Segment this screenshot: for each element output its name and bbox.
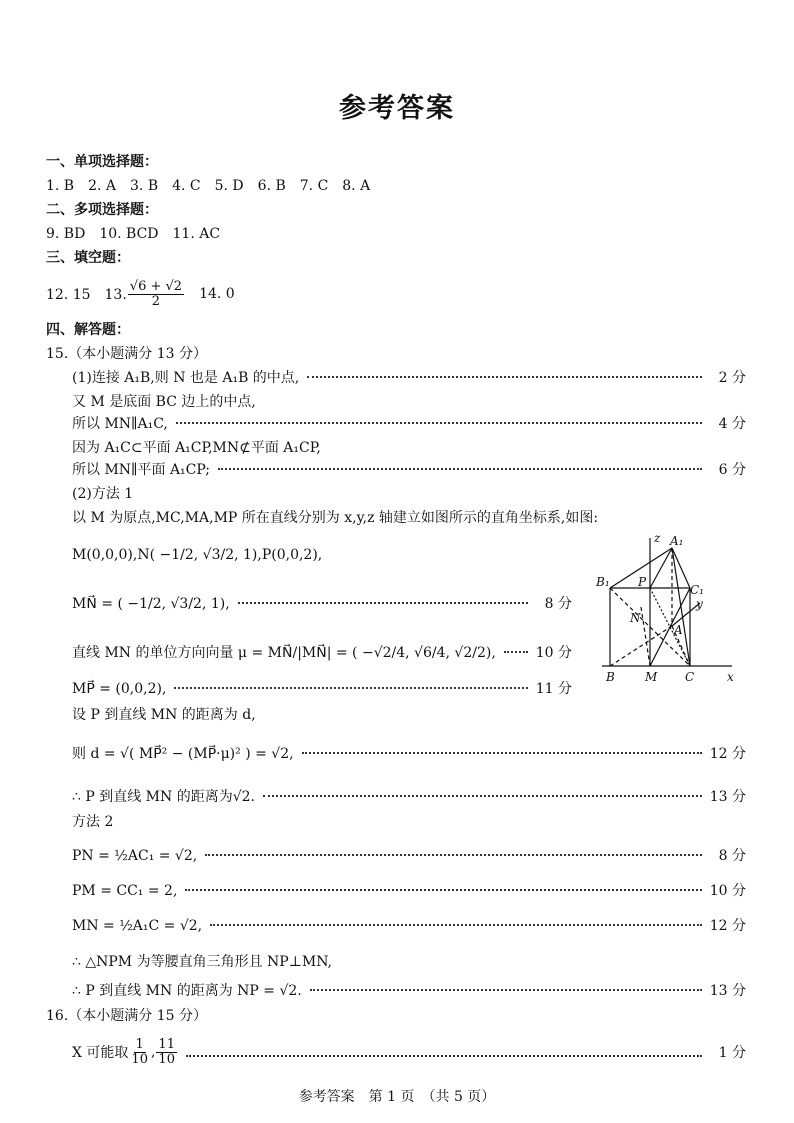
fraction-13-denominator: 2 (151, 293, 161, 309)
label-n: N (630, 611, 641, 625)
q15-line-18 (72, 916, 746, 936)
q15-line-4: 因为 A₁C⊂平面 A₁CP,MN⊄平面 A₁CP, (72, 440, 321, 456)
section-2-answers: 9. BD 10. BCD 11. AC (46, 226, 221, 242)
q15-line-7: 以 M 为原点,MC,MA,MP 所在直线分别为 x,y,z 轴建立如图所示的直角坐标系,如图: (72, 510, 599, 526)
q16-header: 16.（本小题满分 15 分） (46, 1008, 207, 1024)
leader-dots (205, 854, 702, 856)
q15-line-16-text: PN = ½AC₁ = √2, (72, 848, 198, 864)
section-2-heading: 二、多项选择题： (46, 202, 158, 218)
q15-line-9 (72, 594, 572, 614)
q15-line-14-text: ∴ P 到直线 MN 的距离为√2. (72, 789, 255, 805)
score: 10 分 (709, 883, 746, 899)
leader-dots (174, 687, 527, 689)
label-c: C (685, 670, 695, 684)
section-3-heading: 三、填空题： (46, 250, 130, 266)
q15-line-16 (72, 846, 746, 866)
q15-line-20-text: ∴ P 到直线 MN 的距离为 NP = √2. (72, 983, 302, 999)
score: 6 分 (718, 462, 746, 478)
leader-dots (238, 602, 528, 604)
q15-line-18-text: MN = ½A₁C = √2, (72, 918, 203, 934)
q15-header: 15.（本小题满分 13 分） (46, 346, 207, 362)
label-p: P (638, 575, 647, 589)
q15-line-2: 又 M 是底面 BC 边上的中点, (72, 394, 256, 410)
q15-line-12: 设 P 到直线 MN 的距离为 d, (72, 707, 256, 723)
fraction-b-denominator: 10 (158, 1051, 175, 1067)
score: 13 分 (709, 983, 746, 999)
q15-line-1 (72, 368, 746, 388)
score: 2 分 (718, 370, 746, 386)
q15-line-3-text: 所以 MN∥A₁C, (72, 416, 168, 432)
q15-line-17-text: PM = CC₁ = 2, (72, 883, 178, 899)
score: 8 分 (544, 596, 572, 612)
q15-line-13-text: 则 d = √( MP⃗² − (MP⃗·μ)² ) = √2, (72, 746, 294, 762)
q15-line-19: ∴ △NPM 为等腰直角三角形且 NP⊥MN, (72, 954, 333, 970)
label-b: B (606, 670, 615, 684)
label-b1: B₁ (596, 575, 610, 589)
fraction-13 (128, 280, 184, 309)
section-1-answers: 1. B 2. A 3. B 4. C 5. D 6. B 7. C 8. A (46, 178, 371, 194)
label-x: x (727, 670, 734, 684)
leader-dots (263, 795, 702, 797)
score: 12 分 (709, 918, 746, 934)
q15-line-17 (72, 881, 746, 901)
label-c1: C₁ (690, 583, 704, 597)
fraction-a-denominator: 10 (131, 1051, 148, 1067)
q15-line-11 (72, 679, 572, 699)
q15-line-6: (2)方法 1 (72, 486, 134, 502)
section-4-heading: 四、解答题： (46, 322, 130, 338)
q15-line-14 (72, 787, 746, 807)
q15-line-5 (72, 460, 746, 480)
section-1-heading: 一、单项选择题： (46, 154, 158, 170)
leader-dots (176, 422, 702, 424)
q15-line-10 (72, 643, 572, 663)
q15-line-10-text: 直线 MN 的单位方向向量 μ = MN⃗/|MN⃗| = ( −√2/4, √6/4, √2/2), (72, 645, 496, 661)
q15-line-11-text: MP⃗ = (0,0,2), (72, 681, 167, 697)
q15-line-13 (72, 744, 746, 764)
score: 8 分 (718, 848, 746, 864)
fraction-a (129, 1038, 150, 1067)
q15-line-5-text: 所以 MN∥平面 A₁CP; (72, 462, 211, 478)
fraction-13-numerator: √6 + √2 (129, 278, 183, 294)
score: 10 分 (535, 645, 572, 661)
q15-line-9-text: MN⃗ = ( −1/2, √3/2, 1), (72, 596, 230, 612)
leader-dots (186, 1055, 702, 1057)
fraction-a-numerator: 1 (135, 1036, 144, 1052)
leader-dots (302, 752, 702, 754)
q15-line-8: M(0,0,0),N( −1/2, √3/2, 1),P(0,0,2), (72, 547, 323, 563)
segment-a1-c (672, 548, 690, 666)
label-z: z (654, 531, 661, 545)
leader-dots (504, 651, 528, 653)
page-footer: 参考答案 第 1 页 （共 5 页） (298, 1089, 496, 1105)
label-m: M (645, 670, 658, 684)
q16-line-1-text: X 可能取 (72, 1045, 129, 1061)
q15-line-15: 方法 2 (72, 814, 114, 830)
q16-line-1: X 可能取 $\frac{1}{10}$ , $\frac{11}{10}$ 1 分 (72, 1036, 746, 1067)
fraction-b-numerator: 11 (158, 1036, 175, 1052)
fill-answer-14: 14. 0 (199, 286, 235, 302)
score: 12 分 (709, 746, 746, 762)
section-3-answers (46, 276, 235, 312)
label-a1: A₁ (670, 534, 684, 548)
leader-dots (307, 376, 702, 378)
score: 11 分 (535, 681, 572, 697)
score: 1 分 (718, 1045, 746, 1061)
leader-dots (210, 924, 702, 926)
leader-dots (185, 889, 701, 891)
fill-answer-12-13: 12. 15 13. (46, 287, 127, 303)
fraction-b (156, 1038, 177, 1067)
segment-p-a1 (650, 548, 672, 588)
score: 4 分 (718, 416, 746, 432)
label-a: A (674, 623, 683, 637)
segment-n-m (641, 607, 650, 666)
q15-line-3 (72, 414, 746, 434)
label-y: y (696, 597, 703, 611)
leader-dots (310, 989, 702, 991)
score: 13 分 (709, 789, 746, 805)
prism-figure (590, 528, 750, 688)
q15-line-1-text: (1)连接 A₁B,则 N 也是 A₁B 的中点, (72, 370, 300, 386)
edge-b-a (610, 626, 672, 666)
page-title: 参考答案 (339, 93, 455, 124)
q15-line-20 (72, 981, 746, 1001)
leader-dots (218, 468, 702, 470)
